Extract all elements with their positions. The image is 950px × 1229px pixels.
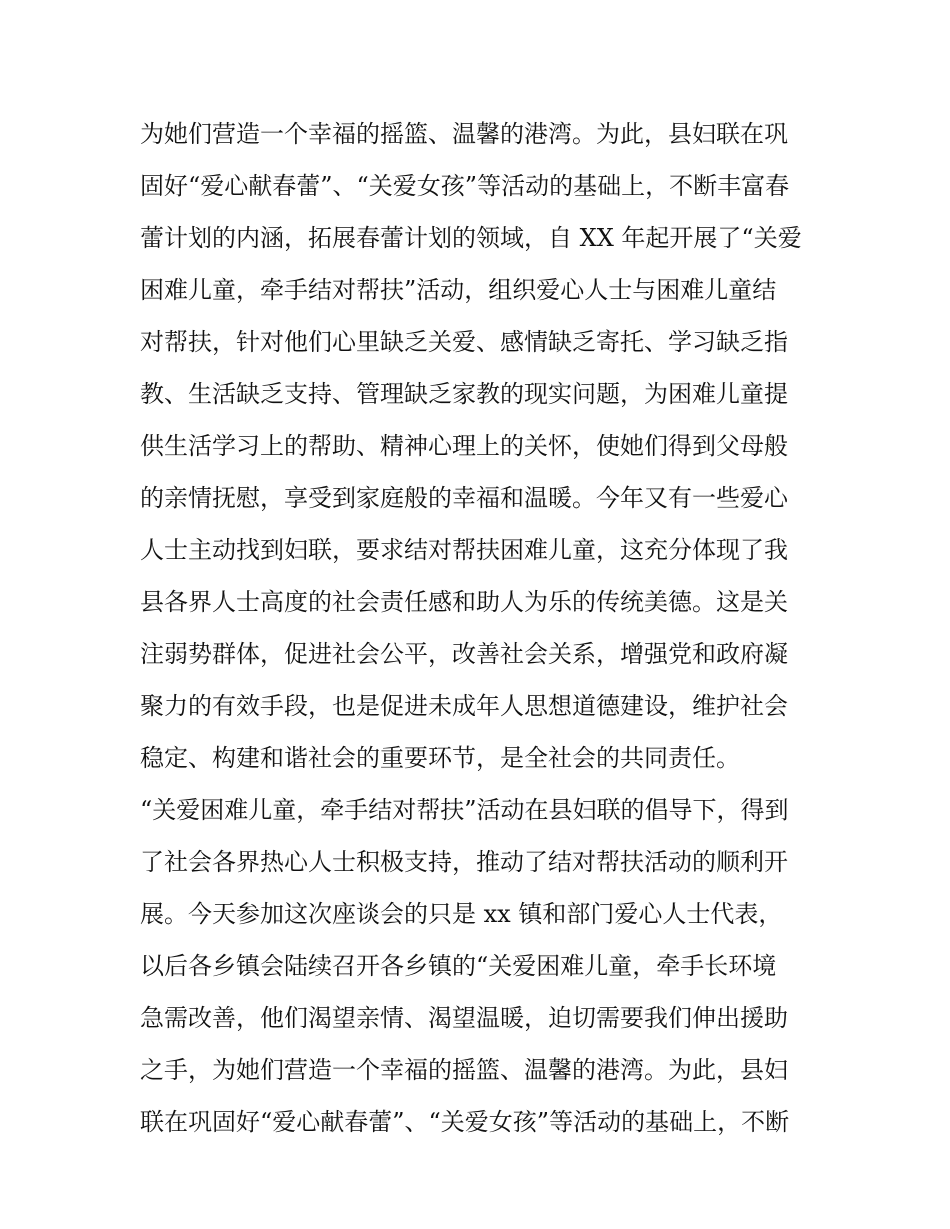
text-line: 为她们营造一个幸福的摇篮、温馨的港湾。为此，县妇联在巩	[140, 120, 788, 148]
text-line: 联在巩固好“爱心献春蕾”、“关爱女孩”等活动的基础上，不断	[140, 1108, 790, 1136]
text-line: 蕾计划的内涵，拓展春蕾计划的领域，自 XX 年起开展了“关爱	[140, 224, 802, 252]
text-line: 急需改善，他们渴望亲情、渴望温暖，迫切需要我们伸出援助	[140, 1004, 788, 1032]
text-line: 固好“爱心献春蕾”、“关爱女孩”等活动的基础上，不断丰富春	[140, 172, 790, 200]
text-line: 人士主动找到妇联，要求结对帮扶困难儿童，这充分体现了我	[140, 536, 788, 564]
text-line: 注弱势群体，促进社会公平，改善社会关系，增强党和政府凝	[140, 640, 788, 668]
text-line: 县各界人士高度的社会责任感和助人为乐的传统美德。这是关	[140, 588, 788, 616]
text-line: 展。今天参加这次座谈会的只是 xx 镇和部门爱心人士代表，	[140, 900, 783, 928]
text-line: 聚力的有效手段，也是促进未成年人思想道德建设，维护社会	[140, 692, 788, 720]
text-line: 之手，为她们营造一个幸福的摇篮、温馨的港湾。为此，县妇	[140, 1056, 788, 1084]
text-line: 供生活学习上的帮助、精神心理上的关怀，使她们得到父母般	[140, 432, 788, 460]
text-line: 教、生活缺乏支持、管理缺乏家教的现实问题，为困难儿童提	[140, 380, 788, 408]
text-line: 稳定、构建和谐社会的重要环节，是全社会的共同责任。	[140, 744, 740, 772]
text-line: 了社会各界热心人士积极支持，推动了结对帮扶活动的顺利开	[140, 848, 788, 876]
body-text	[140, 108, 820, 1148]
text-line: “关爱困难儿童，牵手结对帮扶”活动在县妇联的倡导下，得到	[140, 796, 789, 824]
text-line: 困难儿童，牵手结对帮扶”活动，组织爱心人士与困难儿童结	[140, 276, 777, 304]
text-line: 对帮扶，针对他们心里缺乏关爱、感情缺乏寄托、学习缺乏指	[140, 328, 788, 356]
text-line: 的亲情抚慰，享受到家庭般的幸福和温暖。今年又有一些爱心	[140, 484, 788, 512]
text-line: 以后各乡镇会陆续召开各乡镇的“关爱困难儿童，牵手长环境	[140, 952, 777, 980]
